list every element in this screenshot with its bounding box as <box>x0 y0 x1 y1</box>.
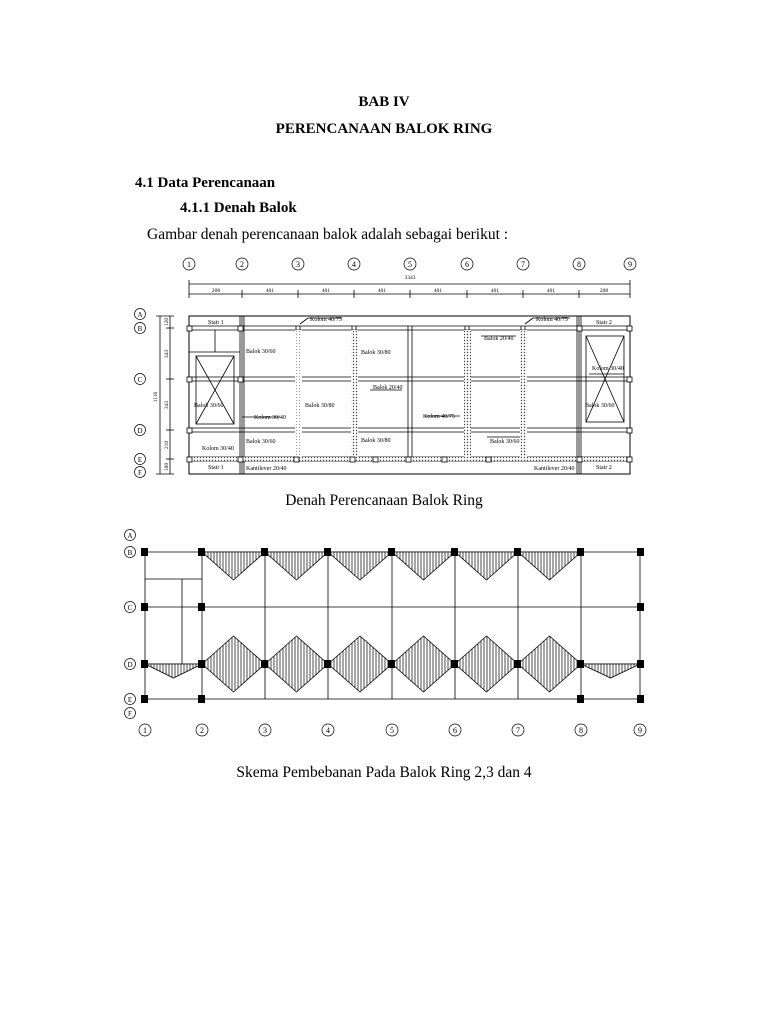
label-balok-30-60-e: Balok 30/60 <box>490 439 520 445</box>
scheme-row-D: D <box>127 661 133 669</box>
label-balok-20-40-b: Balok 20/40 <box>373 385 403 391</box>
dim-left-2: 343 <box>164 349 170 359</box>
plan-col-5: 5 <box>408 260 412 269</box>
dim-left-total: 1116 <box>153 391 159 403</box>
scheme-col-4: 4 <box>326 726 330 735</box>
label-kantilever-a: Kantilever 20/40 <box>246 466 287 472</box>
label-kolom-30-40-a: Kolom 30/40 <box>254 415 286 421</box>
label-balok-30-60-b: Balok 30/60 <box>194 403 224 409</box>
plan-col-4: 4 <box>352 260 356 269</box>
subsection-heading: 4.1.1 Denah Balok <box>180 200 297 216</box>
dim-span-4: 401 <box>377 288 387 294</box>
plan-col-6: 6 <box>465 260 469 269</box>
dim-span-1: 208 <box>211 288 221 294</box>
label-balok-30-60-d: Balok 30/60 <box>246 439 276 445</box>
scheme-row-F: F <box>128 710 132 718</box>
label-kolom-30-40-c: Kolom 30/40 <box>202 446 234 452</box>
section-heading: 4.1 Data Perencanaan <box>135 175 276 191</box>
plan-row-C: C <box>137 376 143 384</box>
plan-col-2: 2 <box>240 260 244 269</box>
scheme-col-8: 8 <box>579 726 583 735</box>
loading-scheme-drawing <box>120 524 650 740</box>
dim-span-2: 401 <box>265 288 275 294</box>
dim-total: 3343 <box>404 275 416 281</box>
label-balok-30-60-c: Balok 30/60 <box>585 403 615 409</box>
scheme-col-2: 2 <box>200 726 204 735</box>
label-balok-30-80-b: Balok 30/80 <box>305 403 335 409</box>
beam-plan-drawing <box>130 252 650 484</box>
label-stair-c: Stair 1 <box>208 465 224 471</box>
figure-1-caption: Denah Perencanaan Balok Ring <box>285 492 483 509</box>
scheme-col-1: 1 <box>143 726 147 735</box>
plan-col-1: 1 <box>187 260 191 269</box>
plan-row-D: D <box>137 427 143 435</box>
label-balok-20-40-a: Balok 20/40 <box>484 336 514 342</box>
plan-col-9: 9 <box>628 260 632 269</box>
scheme-col-9: 9 <box>638 726 642 735</box>
scheme-col-5: 5 <box>390 726 394 735</box>
scheme-col-3: 3 <box>263 726 267 735</box>
chapter-heading: BAB IV <box>358 94 410 110</box>
dim-span-8: 208 <box>599 288 609 294</box>
intro-paragraph: Gambar denah perencanaan balok adalah sebagai berikut : <box>147 226 509 243</box>
scheme-row-B: B <box>127 549 133 557</box>
label-stair-a: Stair 1 <box>208 320 224 326</box>
dim-left-1: 120 <box>164 317 170 327</box>
plan-col-7: 7 <box>521 260 525 269</box>
label-kolom-40-75-a: Kolom 40/75 <box>310 317 342 323</box>
dim-span-3: 401 <box>321 288 331 294</box>
chapter-title: PERENCANAAN BALOK RING <box>275 121 493 137</box>
plan-row-B: B <box>137 325 143 333</box>
label-balok-30-80-a: Balok 30/80 <box>361 350 391 356</box>
label-kolom-40-75-c: Kolom 40/75 <box>423 414 455 420</box>
label-stair-d: Stair 2 <box>596 465 612 471</box>
label-balok-30-60-a: Balok 30/60 <box>246 349 276 355</box>
dim-span-6: 401 <box>490 288 500 294</box>
label-kolom-40-75-b: Kolom 40/75 <box>536 317 568 323</box>
label-stair-b: Stair 2 <box>596 320 612 326</box>
label-kolom-30-40-b: Kolom 30/40 <box>592 366 624 372</box>
figure-2-caption: Skema Pembebanan Pada Balok Ring 2,3 dan 4 <box>236 764 532 781</box>
plan-col-8: 8 <box>577 260 581 269</box>
plan-row-E: E <box>137 456 143 464</box>
label-balok-30-80-c: Balok 30/80 <box>361 438 391 444</box>
scheme-row-E: E <box>127 696 133 704</box>
plan-row-A: A <box>137 311 143 319</box>
dim-span-7: 401 <box>546 288 556 294</box>
scheme-col-7: 7 <box>516 726 520 735</box>
dim-span-5: 401 <box>433 288 443 294</box>
scheme-col-6: 6 <box>453 726 457 735</box>
plan-row-F: F <box>138 469 142 477</box>
plan-col-3: 3 <box>296 260 300 269</box>
scheme-row-C: C <box>127 604 133 612</box>
dim-left-4: 210 <box>164 440 170 450</box>
scheme-row-A: A <box>127 532 133 540</box>
label-kantilever-b: Kantilever 20/40 <box>534 466 575 472</box>
dim-left-3: 343 <box>164 400 170 410</box>
dim-left-5: 100 <box>164 462 170 472</box>
